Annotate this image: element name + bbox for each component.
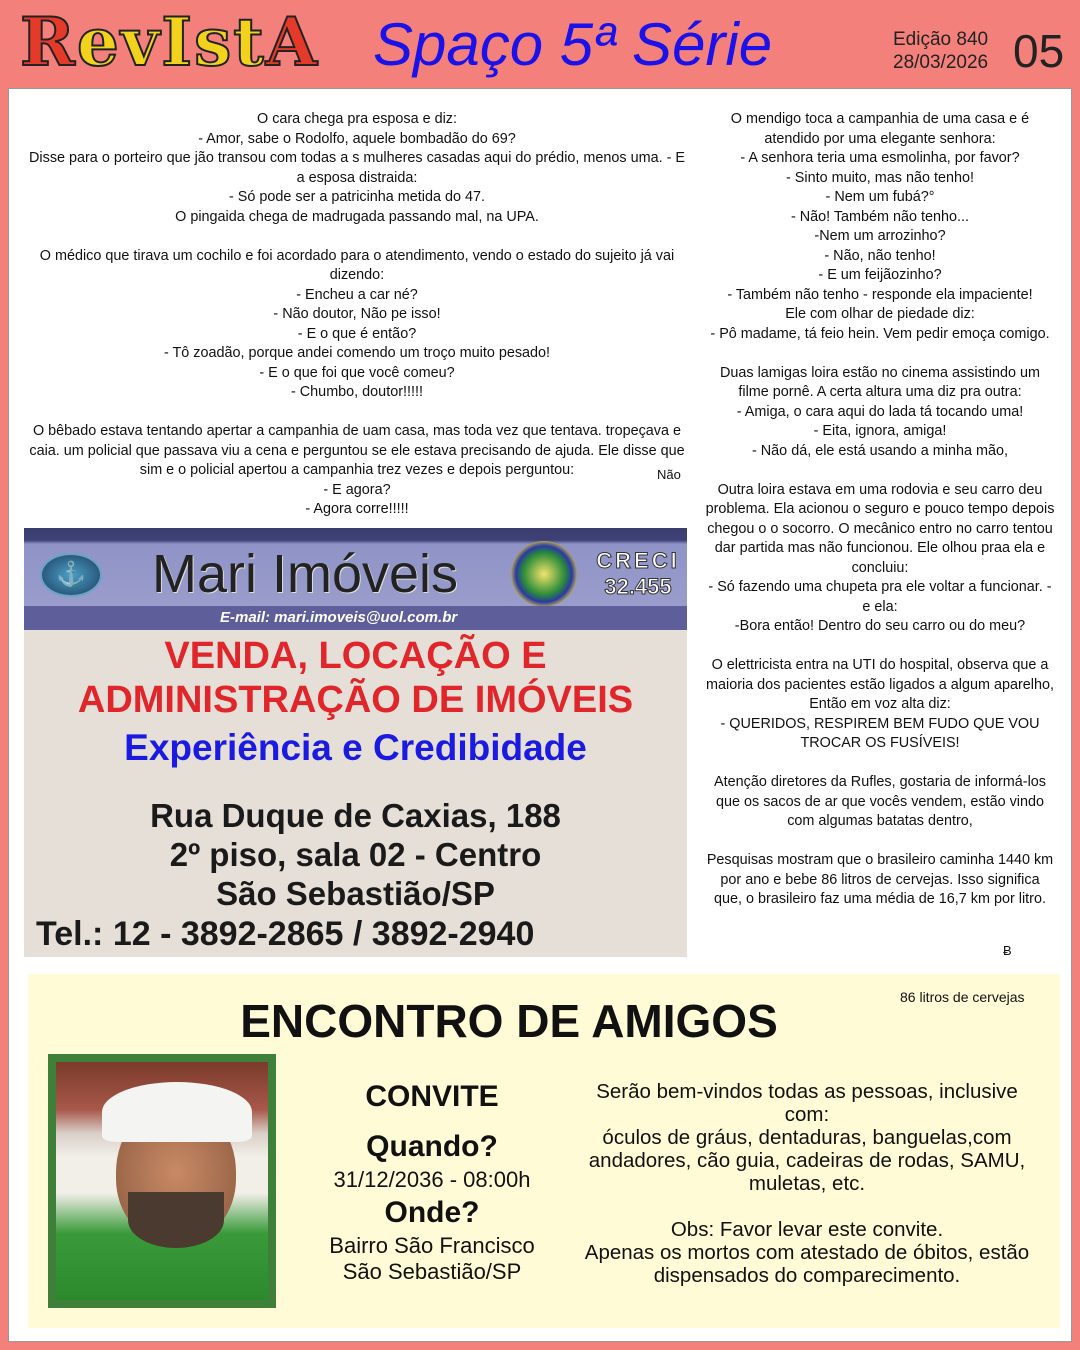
magazine-logo (20, 2, 319, 82)
overflow-text-b: Ƀ (1003, 943, 1012, 958)
page-number: 05 (1013, 25, 1065, 77)
edition-date: 28/03/2026 (893, 52, 989, 73)
page-title: Spaço 5ª Série (373, 11, 773, 78)
edition-info (893, 28, 988, 74)
creci-badge (590, 548, 686, 602)
ad-address-line: São Sebastião/SP (216, 875, 495, 912)
jokes-right-column: O mendigo toca a campanhia de uma casa e é atendido por uma elegante senhora: - A senhora teria uma esmolinha, por favor? - Sinto muito, mas não tenho! - Nem um fubá?° - Não! Também não tenho... -Nem um arrozinho? - Não, não tenho! - E um feijãozinho? - Também não tenho - responde ela impaciente! Ele com olhar de piedade diz: - Pô madame, tá feio hein. Vem pedir emoça comigo. Duas lamigas loira estão no cinema assistindo um filme pornê. A certa altura uma diz pra outra: - Amiga, o cara aqui do lada tá tocando uma! - Eita, ignora, amiga! - Não dá, ele está usando a minha mão, Outra loira estava em uma rodovia e seu carro deu problema. Ela acionou o seguro e pouco tempo depois chegou o o socorro. O mecânico entro no carro tentou dar partida mas não funcionou. Ele olhou praa ela e concluiu: - Só fazendo uma chupeta pra ele voltar a funcionar. - e ela: -Bora então! Dentro do seu carro ou do meu? O elettricista entra na UTI do hospital, observa que a maioria dos pacientes estão ligados a algum aparelho, Então em voz alta diz: - QUERIDOS, RESPIREM BEM FUDO QUE VOU TROCAR OS FUSÍVEIS! Atenção diretores da Rufles, gostaria de informá-los que os sacos de ar que vocês vendem, estão vindo com algumas batatas dentro, Pesquisas mostram que o brasileiro caminha 1440 km por ano e bebe 86 litros de cervejas. Isso significa que, o brasileiro faz uma média de 16,7 km por litro. (705, 111, 1055, 907)
logo-letter: v (120, 3, 162, 81)
logo-letter: s (194, 3, 234, 81)
jokes-left-column: O cara chega pra esposa e diz: - Amor, sabe o Rodolfo, aquele bombadão do 69? Disse para o porteiro que jão transou com todas a s mulheres casadas aqui do prédio, menos uma. - E a esposa distraida: - Só pode ser a patricinha metida do 47. O pingaida chega de madrugada passando mal, na UPA. O médico que tirava um cochilo e foi acordado para o atendimento, vendo o estado do sujeito já vai dizendo: - Encheu a car né? - Não doutor, Não pe isso! - E o que é então? - Tô zoadão, porque andei comendo um troço muito pesado! - E o que foi que você comeu? - Chumbo, doutor!!!!! O bêbado estava tentando apertar a campanhia de uam casa, mas toda vez que tentava. tropeçava e caia. um policial que passava viu a cena e perguntou se ele estava precisando de ajuda. Ele disse que sim e o policial apertou a campanhia trez vezes e depois perguntou: - E agora? - Agora corre!!!!! (29, 111, 685, 517)
when-label: Quando? (366, 1130, 498, 1163)
logo-letter: A (265, 3, 319, 81)
where-line: Bairro São Francisco (329, 1233, 535, 1258)
where-line: São Sebastião/SP (342, 1259, 522, 1284)
ad-phone: Tel.: 12 - 3892-2865 / 3892-2940 (36, 915, 535, 953)
invitation-details (306, 1079, 558, 1285)
logo-letter: R (20, 3, 77, 81)
creci-number: 32.455 (604, 574, 672, 599)
creci-label: CRECI (596, 548, 680, 573)
invitation-text: Serão bem-vindos todas as pessoas, inclusive com: óculos de gráus, dentaduras, banguelas,com andadores, cão guia, cadeiras de rodas, SAMU, muletas, etc. Obs: Favor levar este convite. Apenas os mortos com atestado de óbitos, estão dispensados do comparecimento. (584, 1080, 1030, 1287)
invitation-box (28, 974, 1060, 1328)
logo-letter: I (161, 3, 195, 81)
ad-headline: VENDA, LOCAÇÃO E ADMINISTRAÇÃO DE IMÓVEIS (77, 635, 634, 721)
brazil-seal-icon (511, 541, 577, 607)
person-photo (48, 1054, 276, 1308)
ad-address-line: Rua Duque de Caxias, 188 (150, 797, 561, 834)
content-panel (8, 88, 1072, 1342)
photo-image (56, 1062, 268, 1300)
logo-letter: t (233, 3, 266, 81)
photo-beard (128, 1192, 224, 1248)
invitation-label: CONVITE (365, 1080, 499, 1113)
overflow-text-nao: Não (657, 467, 681, 482)
edition-number: Edição 840 (893, 29, 989, 50)
anchor-icon: ⚓ (40, 553, 102, 597)
ad-company-name: Mari Imóveis (152, 544, 459, 604)
ad-address-line: 2º piso, sala 02 - Centro (169, 836, 542, 873)
invitation-note: 86 litros de cervejas (900, 989, 1025, 1005)
ad-email: E-mail: mari.imoveis@uol.com.br (220, 609, 458, 626)
ad-subheadline: Experiência e Credibidade (124, 727, 587, 768)
logo-letter: e (76, 3, 121, 81)
when-value: 31/12/2036 - 08:00h (333, 1167, 531, 1192)
ad-address (24, 796, 687, 913)
where-label: Onde? (384, 1196, 480, 1229)
invitation-title: ENCONTRO DE AMIGOS (240, 995, 778, 1047)
page-header (0, 0, 1080, 88)
photo-cap (102, 1082, 252, 1142)
ad-email-bar (24, 606, 687, 630)
real-estate-advertisement (24, 528, 687, 957)
